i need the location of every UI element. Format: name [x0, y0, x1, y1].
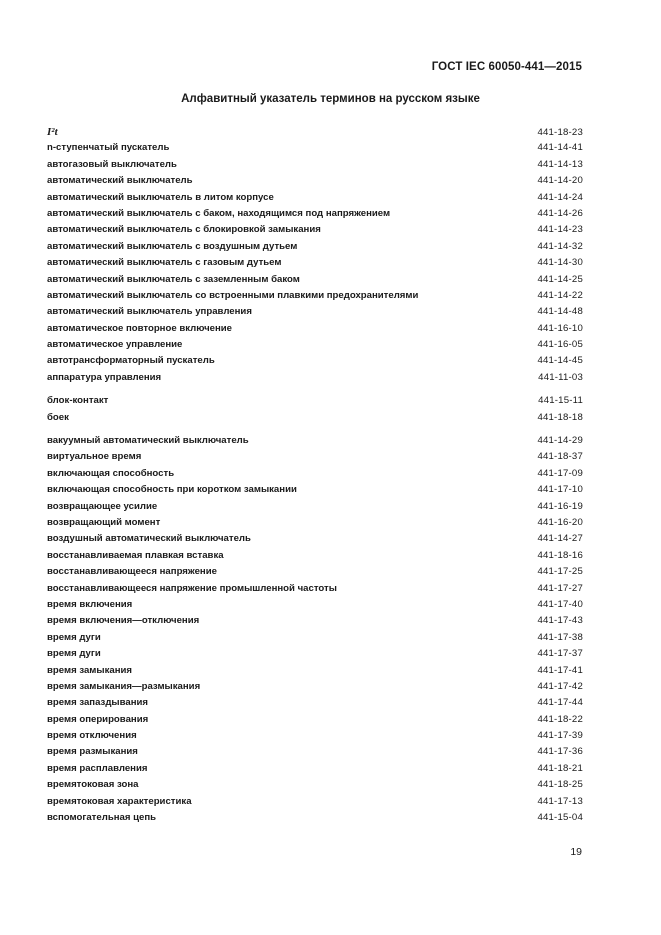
index-term: автоматическое управление — [47, 339, 183, 351]
index-code: 441-17-36 — [537, 746, 583, 758]
index-code: 441-14-20 — [537, 175, 583, 187]
index-entry — [47, 663, 583, 679]
index-code: 441-14-45 — [537, 355, 583, 367]
index-term: виртуальное время — [47, 451, 142, 463]
index-entry — [47, 613, 583, 629]
index-entry — [47, 548, 583, 564]
index-entry — [47, 499, 583, 515]
index-entry — [47, 190, 583, 206]
index-entry — [47, 206, 583, 222]
index-code: 441-17-10 — [537, 484, 583, 496]
index-entry — [47, 433, 583, 449]
index-code: 441-18-23 — [537, 127, 583, 138]
index-term: n-ступенчатый пускатель — [47, 142, 170, 154]
index-entry — [47, 482, 583, 498]
index-term: время дуги — [47, 631, 101, 643]
index-term: включающая способность — [47, 467, 175, 479]
index-entry — [47, 288, 583, 304]
index-code: 441-16-19 — [537, 500, 583, 512]
index-code: 441-16-20 — [537, 516, 583, 528]
index-term: время замыкания — [47, 664, 133, 676]
index-code: 441-17-13 — [537, 795, 583, 807]
index-term: автоматический выключатель — [47, 175, 193, 187]
index-entry — [47, 255, 583, 271]
index-term: время включения — [47, 598, 133, 610]
index-code: 441-16-05 — [537, 339, 583, 351]
index-term: времятоковая зона — [47, 779, 139, 791]
index-entry — [47, 728, 583, 744]
index-entry — [47, 515, 583, 531]
index-code: 441-17-44 — [537, 697, 583, 709]
index-entry — [47, 646, 583, 662]
index-entry — [47, 449, 583, 465]
index-code: 441-14-25 — [537, 273, 583, 285]
index-term: восстанавливающееся напряжение — [47, 566, 217, 578]
index-term: автоматическое повторное включение — [47, 322, 233, 334]
index-term: время дуги — [47, 648, 101, 660]
index-code: 441-16-10 — [537, 322, 583, 334]
index-code: 441-18-21 — [537, 762, 583, 774]
index-term: автоматический выключатель с воздушным дутьем — [47, 240, 298, 252]
index-code: 441-14-29 — [537, 435, 583, 447]
index-code: 441-14-30 — [537, 257, 583, 269]
index-code: 441-17-37 — [537, 648, 583, 660]
index-term: автоматический выключатель со встроенными плавкими предохранителями — [47, 289, 419, 301]
index-code: 441-18-18 — [537, 411, 583, 423]
index-group — [47, 124, 583, 386]
index-term: восстанавливаемая плавкая вставка — [47, 549, 224, 561]
index-term: воздушный автоматический выключатель — [47, 533, 251, 545]
index-entry — [47, 761, 583, 777]
term-index — [47, 124, 583, 833]
index-term: I²t — [47, 126, 58, 138]
index-term: время отключения — [47, 730, 137, 742]
index-term: времятоковая характеристика — [47, 795, 192, 807]
index-entry — [47, 124, 583, 140]
index-entry — [47, 222, 583, 238]
index-code: 441-18-37 — [537, 451, 583, 463]
index-term: время замыкания—размыкания — [47, 680, 201, 692]
index-entry — [47, 531, 583, 547]
index-entry — [47, 173, 583, 189]
index-term: автоматический выключатель в литом корпусе — [47, 191, 274, 203]
index-code: 441-14-23 — [537, 224, 583, 236]
index-term: автотрансформаторный пускатель — [47, 355, 215, 367]
index-entry — [47, 337, 583, 353]
index-entry — [47, 564, 583, 580]
index-entry — [47, 810, 583, 826]
index-entry — [47, 410, 583, 426]
index-code: 441-17-27 — [537, 582, 583, 594]
index-entry — [47, 466, 583, 482]
index-term: время расплавления — [47, 762, 148, 774]
index-entry — [47, 794, 583, 810]
index-term: автоматический выключатель с газовым дутьем — [47, 257, 282, 269]
index-entry — [47, 777, 583, 793]
page-number: 19 — [570, 846, 582, 858]
index-code: 441-14-32 — [537, 240, 583, 252]
index-code: 441-17-40 — [537, 598, 583, 610]
index-term: время запаздывания — [47, 697, 149, 709]
index-entry — [47, 597, 583, 613]
index-term: автоматический выключатель с блокировкой замыкания — [47, 224, 321, 236]
index-entry — [47, 370, 583, 386]
index-term: включающая способность при коротком замыкании — [47, 484, 297, 496]
index-code: 441-14-26 — [537, 207, 583, 219]
index-code: 441-14-13 — [537, 158, 583, 170]
index-entry — [47, 321, 583, 337]
index-entry — [47, 393, 583, 409]
index-code: 441-14-41 — [537, 142, 583, 154]
index-entry — [47, 695, 583, 711]
index-entry — [47, 353, 583, 369]
index-entry — [47, 157, 583, 173]
index-code: 441-17-43 — [537, 615, 583, 627]
index-code: 441-11-03 — [538, 371, 583, 383]
index-entry — [47, 304, 583, 320]
index-code: 441-14-48 — [537, 306, 583, 318]
index-title: Алфавитный указатель терминов на русском языке — [181, 93, 480, 105]
index-term: блок-контакт — [47, 395, 109, 407]
index-code: 441-14-24 — [537, 191, 583, 203]
index-entry — [47, 712, 583, 728]
index-term: вспомогательная цепь — [47, 812, 157, 824]
document-code-header: ГОСТ IEC 60050-441—2015 — [431, 61, 582, 73]
index-code: 441-18-16 — [537, 549, 583, 561]
index-term: восстанавливающееся напряжение промышленной частоты — [47, 582, 337, 594]
index-term: вакуумный автоматический выключатель — [47, 435, 249, 447]
index-entry — [47, 239, 583, 255]
index-group — [47, 433, 583, 826]
index-code: 441-18-22 — [537, 713, 583, 725]
index-code: 441-17-39 — [537, 730, 583, 742]
index-code: 441-17-42 — [537, 680, 583, 692]
index-entry — [47, 630, 583, 646]
index-code: 441-18-25 — [537, 779, 583, 791]
index-term: боек — [47, 411, 69, 423]
index-entry — [47, 679, 583, 695]
index-term: возвращающий момент — [47, 516, 161, 528]
index-code: 441-15-04 — [537, 812, 583, 824]
index-entry — [47, 581, 583, 597]
index-code: 441-14-27 — [537, 533, 583, 545]
index-code: 441-17-25 — [537, 566, 583, 578]
index-term: возвращающее усилие — [47, 500, 158, 512]
index-entry — [47, 140, 583, 156]
index-entry — [47, 744, 583, 760]
index-code: 441-15-11 — [538, 395, 583, 407]
index-term: автогазовый выключатель — [47, 158, 177, 170]
index-code: 441-17-38 — [537, 631, 583, 643]
index-term: аппаратура управления — [47, 371, 162, 383]
index-term: время включения—отключения — [47, 615, 200, 627]
index-term: автоматический выключатель с баком, находящимся под напряжением — [47, 207, 391, 219]
index-term: автоматический выключатель управления — [47, 306, 252, 318]
index-code: 441-17-41 — [537, 664, 583, 676]
index-group — [47, 393, 583, 426]
index-code: 441-17-09 — [537, 467, 583, 479]
index-term: время размыкания — [47, 746, 138, 758]
index-entry — [47, 272, 583, 288]
index-term: автоматический выключатель с заземленным баком — [47, 273, 300, 285]
index-term: время оперирования — [47, 713, 149, 725]
index-code: 441-14-22 — [537, 289, 583, 301]
